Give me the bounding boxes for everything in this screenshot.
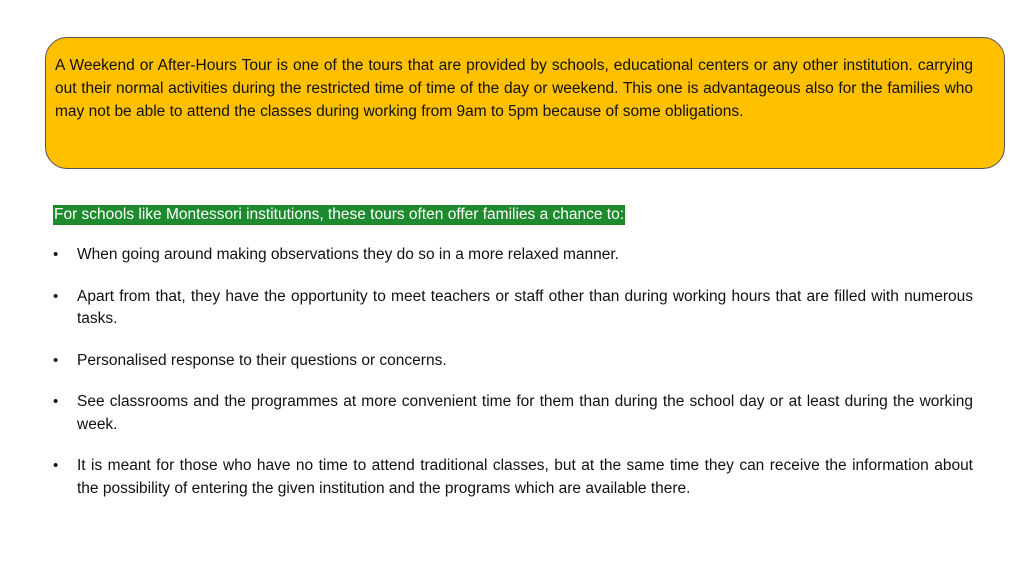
bullet-item-relaxed-observation — [53, 244, 973, 267]
bullet-text: See classrooms and the programmes at more convenient time for them than during the school day or at least during the working week. — [77, 393, 973, 433]
bullet-text: It is meant for those who have no time to attend traditional classes, but at the same time they can receive the information about the possibility of entering the given institution and the programs which are available there. — [77, 457, 973, 497]
bullet-item-meet-teachers — [53, 286, 973, 331]
lead-highlighted-text: For schools like Montessori institutions, these tours often offer families a chance to: — [54, 206, 625, 223]
bullet-text: Personalised response to their questions or concerns. — [77, 351, 447, 369]
bullet-icon: • — [53, 246, 59, 263]
bullet-icon: • — [53, 351, 59, 369]
bullet-item-see-classrooms — [53, 391, 973, 436]
bullet-text: When going around making observations they do so in a more relaxed manner. — [77, 246, 619, 263]
bullet-icon: • — [53, 457, 59, 474]
lead-line — [53, 203, 625, 226]
bullet-icon: • — [53, 287, 59, 305]
bullet-icon: • — [53, 393, 59, 410]
intro-callout-box — [45, 37, 1005, 169]
bullet-item-personalised-response — [53, 350, 973, 373]
bullet-list — [53, 244, 973, 519]
intro-paragraph: A Weekend or After-Hours Tour is one of the tours that are provided by schools, educational centers or any other institution. carrying out their normal activities during the restricted time of time of the day or weekend. This one is advantageous also for the families who may not be able to attend the classes during working from 9am to 5pm because of some obligations. — [55, 57, 973, 120]
bullet-item-no-time-traditional — [53, 455, 973, 500]
bullet-text: Apart from that, they have the opportunity to meet teachers or staff other than during working hours that are filled with numerous tasks. — [77, 287, 973, 327]
